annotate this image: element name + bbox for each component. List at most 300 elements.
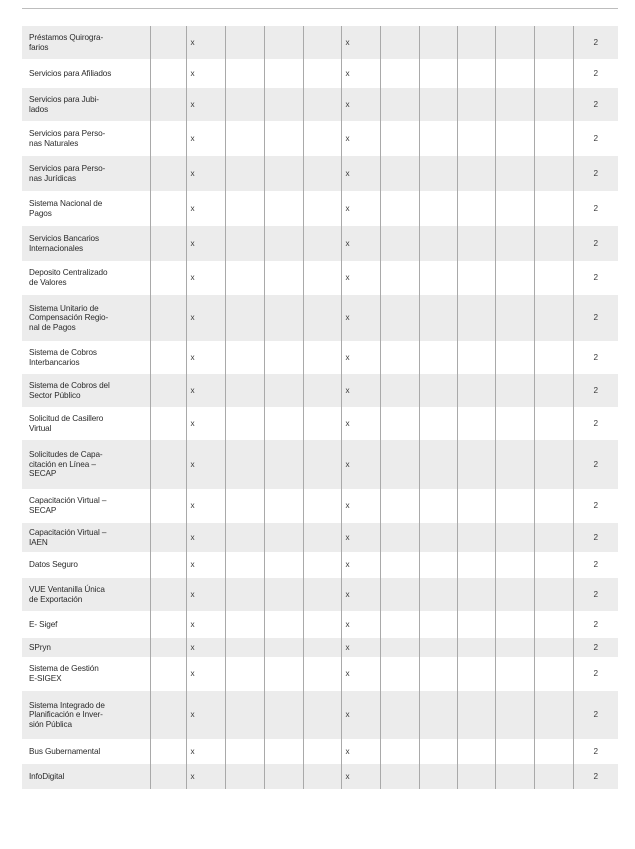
empty-cell [495, 407, 534, 440]
mark-cell: x [186, 191, 225, 226]
empty-cell [457, 121, 495, 156]
mark-cell: x [341, 407, 380, 440]
empty-cell [495, 523, 534, 552]
mark-cell: x [341, 191, 380, 226]
service-name-cell: SPryn [22, 638, 150, 657]
service-name-cell: VUE Ventanilla Única de Exportación [22, 578, 150, 611]
table-row [22, 407, 618, 440]
empty-cell [380, 226, 419, 261]
empty-cell [150, 691, 186, 739]
empty-cell [495, 374, 534, 407]
service-name-cell: Sistema Nacional de Pagos [29, 198, 103, 218]
empty-cell [380, 489, 419, 523]
empty-cell [457, 191, 495, 226]
empty-cell [419, 638, 457, 657]
empty-cell [457, 764, 495, 789]
value-cell: 2 [573, 59, 618, 88]
empty-cell [264, 764, 303, 789]
value-cell: 2 [573, 739, 618, 764]
table-row [22, 578, 618, 611]
value-cell: 2 [573, 295, 618, 341]
table-row [22, 523, 618, 552]
empty-cell [225, 440, 264, 489]
empty-cell [495, 440, 534, 489]
empty-cell [264, 156, 303, 191]
empty-cell [534, 611, 573, 638]
empty-cell [225, 156, 264, 191]
empty-cell [264, 611, 303, 638]
table-row [22, 26, 618, 59]
service-name-cell: Deposito Centralizado de Valores [29, 268, 108, 287]
empty-cell [150, 440, 186, 489]
empty-cell [419, 121, 457, 156]
empty-cell [495, 764, 534, 789]
mark-cell: x [341, 611, 380, 638]
service-name-cell: Capacitación Virtual – IAEN [22, 523, 150, 552]
table-row [22, 611, 618, 638]
value-cell: 2 [573, 226, 618, 261]
empty-cell [457, 226, 495, 261]
table-row [22, 657, 618, 691]
empty-cell [457, 88, 495, 121]
service-name-cell: Servicios para Afiliados [29, 68, 112, 78]
empty-cell [380, 611, 419, 638]
table-row [22, 764, 618, 789]
empty-cell [150, 764, 186, 789]
empty-cell [457, 295, 495, 341]
empty-cell [534, 440, 573, 489]
mark-cell: x [186, 26, 225, 59]
empty-cell [303, 341, 341, 374]
empty-cell [534, 191, 573, 226]
empty-cell [419, 226, 457, 261]
empty-cell [534, 59, 573, 88]
empty-cell [150, 374, 186, 407]
empty-cell [303, 764, 341, 789]
empty-cell [534, 578, 573, 611]
mark-cell: x [341, 59, 380, 88]
mark-cell: x [186, 59, 225, 88]
value-cell: 2 [573, 638, 618, 657]
service-name-cell: Servicios para Perso- nas Jurídicas [22, 156, 150, 191]
empty-cell [225, 638, 264, 657]
empty-cell [264, 407, 303, 440]
mark-cell: x [186, 739, 225, 764]
empty-cell [380, 121, 419, 156]
service-name-cell: InfoDigital [22, 764, 150, 789]
empty-cell [380, 691, 419, 739]
empty-cell [303, 638, 341, 657]
empty-cell [225, 552, 264, 578]
empty-cell [457, 739, 495, 764]
empty-cell [534, 261, 573, 295]
empty-cell [419, 59, 457, 88]
mark-cell: x [341, 26, 380, 59]
empty-cell [150, 657, 186, 691]
empty-cell [495, 88, 534, 121]
value-cell: 2 [573, 374, 618, 407]
empty-cell [419, 191, 457, 226]
empty-cell [380, 156, 419, 191]
service-name-cell: Sistema Integrado de Planificación e Inver- sión Pública [22, 691, 150, 739]
mark-cell: x [186, 578, 225, 611]
empty-cell [495, 121, 534, 156]
service-name-cell: Sistema de Cobros del Sector Público [22, 374, 150, 407]
mark-cell: x [341, 88, 380, 121]
mark-cell: x [186, 611, 225, 638]
empty-cell [264, 440, 303, 489]
empty-cell [264, 26, 303, 59]
empty-cell [150, 489, 186, 523]
empty-cell [380, 374, 419, 407]
empty-cell [495, 638, 534, 657]
services-table [22, 26, 618, 789]
empty-cell [457, 691, 495, 739]
empty-cell [380, 59, 419, 88]
mark-cell: x [186, 638, 225, 657]
empty-cell [457, 578, 495, 611]
empty-cell [457, 657, 495, 691]
empty-cell [495, 191, 534, 226]
mark-cell: x [341, 657, 380, 691]
empty-cell [380, 739, 419, 764]
mark-cell: x [341, 121, 380, 156]
empty-cell [380, 578, 419, 611]
empty-cell [495, 59, 534, 88]
empty-cell [419, 295, 457, 341]
empty-cell [457, 261, 495, 295]
empty-cell [457, 407, 495, 440]
empty-cell [264, 578, 303, 611]
value-cell: 2 [573, 764, 618, 789]
mark-cell: x [186, 374, 225, 407]
empty-cell [380, 638, 419, 657]
value-cell: 2 [573, 552, 618, 578]
table-row [22, 374, 618, 407]
empty-cell [380, 88, 419, 121]
empty-cell [534, 739, 573, 764]
table-row [22, 191, 618, 226]
table-row [22, 295, 618, 341]
empty-cell [495, 691, 534, 739]
empty-cell [303, 657, 341, 691]
empty-cell [303, 691, 341, 739]
empty-cell [303, 552, 341, 578]
mark-cell: x [186, 261, 225, 295]
empty-cell [534, 489, 573, 523]
mark-cell: x [341, 226, 380, 261]
empty-cell [419, 261, 457, 295]
empty-cell [495, 261, 534, 295]
mark-cell: x [186, 341, 225, 374]
mark-cell: x [341, 374, 380, 407]
value-cell: 2 [573, 121, 618, 156]
empty-cell [225, 59, 264, 88]
empty-cell [150, 156, 186, 191]
empty-cell [264, 121, 303, 156]
empty-cell [419, 739, 457, 764]
mark-cell: x [186, 552, 225, 578]
empty-cell [303, 121, 341, 156]
value-cell: 2 [573, 691, 618, 739]
empty-cell [419, 440, 457, 489]
empty-cell [534, 691, 573, 739]
mark-cell: x [186, 295, 225, 341]
empty-cell [303, 407, 341, 440]
empty-cell [303, 374, 341, 407]
empty-cell [380, 657, 419, 691]
value-cell: 2 [573, 489, 618, 523]
empty-cell [150, 578, 186, 611]
empty-cell [303, 440, 341, 489]
empty-cell [150, 26, 186, 59]
empty-cell [534, 26, 573, 59]
empty-cell [303, 295, 341, 341]
empty-cell [457, 59, 495, 88]
table-row [22, 440, 618, 489]
mark-cell: x [341, 552, 380, 578]
empty-cell [495, 226, 534, 261]
empty-cell [457, 26, 495, 59]
empty-cell [534, 341, 573, 374]
empty-cell [225, 578, 264, 611]
empty-cell [303, 611, 341, 638]
empty-cell [457, 156, 495, 191]
empty-cell [150, 407, 186, 440]
empty-cell [225, 226, 264, 261]
empty-cell [264, 489, 303, 523]
empty-cell [150, 121, 186, 156]
empty-cell [150, 88, 186, 121]
empty-cell [150, 638, 186, 657]
empty-cell [303, 261, 341, 295]
service-name-cell: E- Sigef [29, 619, 58, 629]
empty-cell [225, 657, 264, 691]
empty-cell [495, 489, 534, 523]
value-cell: 2 [573, 156, 618, 191]
empty-cell [380, 552, 419, 578]
service-name-cell: Servicios Bancarios Internacionales [22, 226, 150, 261]
empty-cell [419, 578, 457, 611]
mark-cell: x [186, 407, 225, 440]
empty-cell [534, 156, 573, 191]
mark-cell: x [341, 691, 380, 739]
empty-cell [264, 657, 303, 691]
empty-cell [457, 374, 495, 407]
empty-cell [264, 341, 303, 374]
table-body [22, 26, 618, 789]
empty-cell [150, 611, 186, 638]
empty-cell [264, 226, 303, 261]
mark-cell: x [341, 578, 380, 611]
top-rule [22, 8, 618, 9]
empty-cell [150, 295, 186, 341]
table-row [22, 691, 618, 739]
empty-cell [264, 88, 303, 121]
mark-cell: x [341, 261, 380, 295]
empty-cell [457, 523, 495, 552]
table-row [22, 121, 618, 156]
table-row [22, 88, 618, 121]
empty-cell [150, 59, 186, 88]
value-cell: 2 [573, 88, 618, 121]
empty-cell [225, 407, 264, 440]
service-name-cell: Capacitación Virtual – SECAP [29, 496, 107, 515]
empty-cell [380, 26, 419, 59]
empty-cell [225, 26, 264, 59]
empty-cell [534, 523, 573, 552]
empty-cell [380, 523, 419, 552]
mark-cell: x [186, 440, 225, 489]
empty-cell [495, 295, 534, 341]
empty-cell [150, 739, 186, 764]
empty-cell [495, 26, 534, 59]
empty-cell [150, 226, 186, 261]
service-name-cell: Solicitudes de Capa- citación en Línea – SECAP [22, 440, 150, 489]
empty-cell [495, 578, 534, 611]
empty-cell [380, 295, 419, 341]
empty-cell [419, 26, 457, 59]
empty-cell [150, 341, 186, 374]
service-name-cell: Solicitud de Casillero Virtual [29, 413, 104, 433]
empty-cell [225, 191, 264, 226]
empty-cell [303, 191, 341, 226]
mark-cell: x [341, 295, 380, 341]
mark-cell: x [186, 121, 225, 156]
service-name-cell: Datos Seguro [29, 560, 78, 570]
empty-cell [419, 489, 457, 523]
service-name-cell: Servicios para Jubi- lados [22, 88, 150, 121]
empty-cell [225, 691, 264, 739]
table-row [22, 261, 618, 295]
value-cell: 2 [573, 523, 618, 552]
empty-cell [225, 121, 264, 156]
service-name-cell: Bus Gubernamental [29, 746, 101, 756]
service-name-cell: Sistema de Gestión E-SIGEX [29, 664, 99, 683]
empty-cell [225, 88, 264, 121]
value-cell: 2 [573, 26, 618, 59]
empty-cell [225, 261, 264, 295]
empty-cell [380, 440, 419, 489]
empty-cell [225, 341, 264, 374]
empty-cell [225, 523, 264, 552]
empty-cell [534, 764, 573, 789]
table-row [22, 489, 618, 523]
empty-cell [495, 552, 534, 578]
empty-cell [303, 739, 341, 764]
empty-cell [534, 638, 573, 657]
empty-cell [303, 26, 341, 59]
empty-cell [303, 489, 341, 523]
service-name-cell: Sistema de Cobros Interbancarios [29, 347, 97, 367]
empty-cell [419, 611, 457, 638]
mark-cell: x [186, 523, 225, 552]
mark-cell: x [186, 489, 225, 523]
table-row [22, 59, 618, 88]
empty-cell [264, 295, 303, 341]
mark-cell: x [186, 657, 225, 691]
empty-cell [534, 121, 573, 156]
empty-cell [150, 191, 186, 226]
empty-cell [380, 191, 419, 226]
empty-cell [457, 638, 495, 657]
empty-cell [495, 739, 534, 764]
empty-cell [264, 374, 303, 407]
empty-cell [225, 295, 264, 341]
empty-cell [419, 407, 457, 440]
empty-cell [534, 552, 573, 578]
empty-cell [457, 440, 495, 489]
value-cell: 2 [573, 440, 618, 489]
empty-cell [534, 374, 573, 407]
empty-cell [419, 88, 457, 121]
empty-cell [303, 156, 341, 191]
empty-cell [534, 295, 573, 341]
empty-cell [380, 764, 419, 789]
empty-cell [264, 552, 303, 578]
mark-cell: x [186, 156, 225, 191]
value-cell: 2 [573, 341, 618, 374]
table-row [22, 739, 618, 764]
empty-cell [150, 552, 186, 578]
empty-cell [303, 578, 341, 611]
empty-cell [225, 489, 264, 523]
empty-cell [303, 88, 341, 121]
empty-cell [534, 88, 573, 121]
empty-cell [264, 261, 303, 295]
empty-cell [457, 341, 495, 374]
empty-cell [419, 764, 457, 789]
empty-cell [225, 611, 264, 638]
empty-cell [419, 523, 457, 552]
value-cell: 2 [573, 611, 618, 638]
mark-cell: x [186, 226, 225, 261]
empty-cell [303, 59, 341, 88]
mark-cell: x [341, 440, 380, 489]
service-name-cell: Servicios para Perso- nas Naturales [29, 128, 106, 148]
mark-cell: x [341, 156, 380, 191]
empty-cell [380, 341, 419, 374]
empty-cell [495, 156, 534, 191]
empty-cell [534, 407, 573, 440]
mark-cell: x [341, 489, 380, 523]
empty-cell [419, 552, 457, 578]
empty-cell [264, 523, 303, 552]
mark-cell: x [186, 764, 225, 789]
empty-cell [419, 657, 457, 691]
value-cell: 2 [573, 578, 618, 611]
mark-cell: x [186, 88, 225, 121]
empty-cell [303, 226, 341, 261]
table-row [22, 341, 618, 374]
mark-cell: x [341, 341, 380, 374]
value-cell: 2 [573, 261, 618, 295]
mark-cell: x [186, 691, 225, 739]
empty-cell [457, 611, 495, 638]
empty-cell [419, 691, 457, 739]
value-cell: 2 [573, 191, 618, 226]
empty-cell [419, 156, 457, 191]
table-row [22, 156, 618, 191]
mark-cell: x [341, 764, 380, 789]
empty-cell [264, 59, 303, 88]
value-cell: 2 [573, 657, 618, 691]
empty-cell [264, 191, 303, 226]
value-cell: 2 [573, 407, 618, 440]
service-name-cell: Sistema Unitario de Compensación Regio- nal de Pagos [22, 295, 150, 341]
table-row [22, 552, 618, 578]
empty-cell [419, 341, 457, 374]
